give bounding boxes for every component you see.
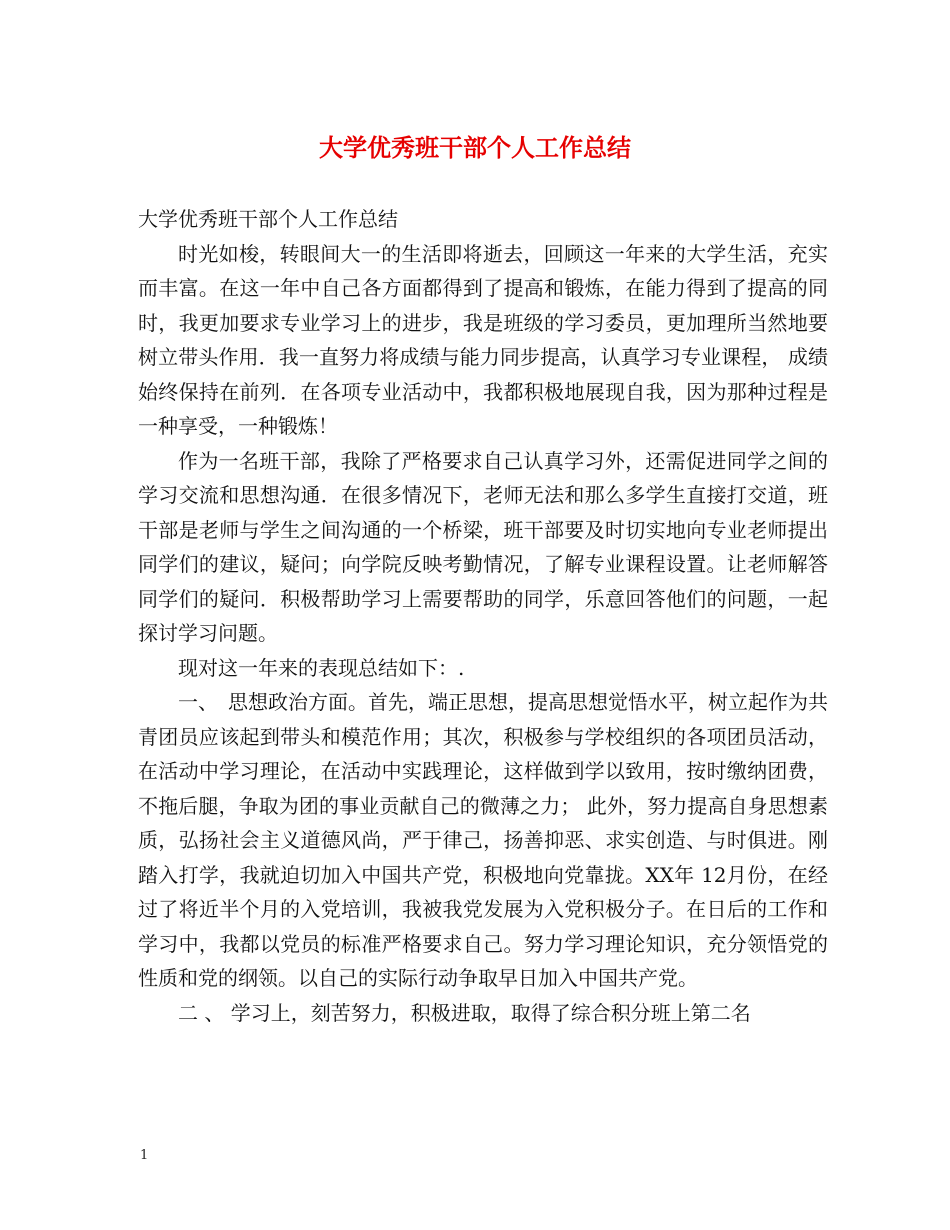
document-body [138,202,828,1030]
page-number: 1 [140,1148,149,1163]
paragraph-class-cadre: 作为一名班干部，我除了严格要求自己认真学习外，还需促进同学之间的学习交流和思想沟通．在很多情况下，老师无法和那么多学生直接打交道，班干部是老师与学生之间沟通的一个桥梁，班干部要及时切实地向专业老师提出同学们的建议，疑问；向学院反映考勤情况，了解专业课程设置。让老师解答同学们的疑问．积极帮助学习上需要帮助的同学，乐意回答他们的问题，一起探讨学习问题。 [138,448,828,645]
document-title: 大学优秀班干部个人工作总结 [319,133,631,162]
paragraph-study: 二 、 学习上，刻苦努力，积极进取，取得了综合积分班上第二名 [178,1000,751,1025]
paragraph-political-thought: 一、 思想政治方面。首先，端正思想，提高思想觉悟水平，树立起作为共青团员应该起到带头和模范作用；其次，积极参与学校组织的各项团员活动，在活动中学习理论，在活动中实践理论，这样做到学以致用，按时缴纳团费，不拖后腿，争取为团的事业贡献自己的微薄之力； 此外，努力提高自身思想素质，弘扬社会主义道德风尚，严于律己，扬善抑恶、求实创造、与时俱进。刚踏入打学，我就迫切加入中国共产党，积极地向党靠拢。XX年 12月份，在经过了将近半个月的入党培训，我被我党发展为入党积极分子。在日后的工作和学习中，我都以党员的标准严格要求自己。努力学习理论知识，充分领悟党的性质和党的纲领。以自己的实际行动争取早日加入中国共产党。 [138,690,828,990]
paragraph-summary-lead: 现对这一年来的表现总结如下：. [178,655,465,680]
paragraph-intro: 时光如梭，转眼间大一的生活即将逝去，回顾这一年来的大学生活，充实而丰富。在这一年中自己各方面都得到了提高和锻炼，在能力得到了提高的同时，我更加要求专业学习上的进步，我是班级的学习委员，更加理所当然地要树立带头作用．我一直努力将成绩与能力同步提高，认真学习专业课程， 成绩始终保持在前列．在各项专业活动中，我都积极地展现自我，因为那种过程是一种享受，一种锻炼！ [138,241,828,438]
document-subtitle: 大学优秀班干部个人工作总结 [138,207,398,231]
